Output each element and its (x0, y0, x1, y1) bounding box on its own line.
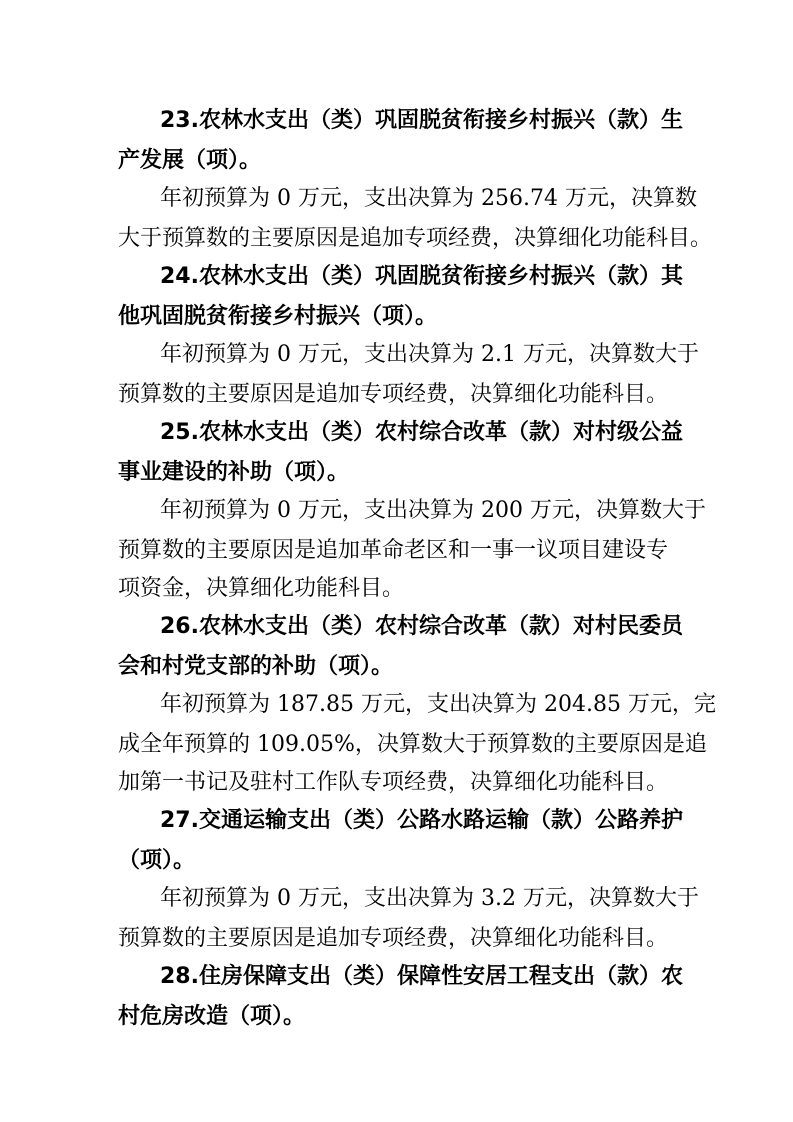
section-25-body-line-1: 年初预算为 0 万元，支出决算为 200 万元，决算数大于 (160, 498, 706, 523)
section-25-body-line-3: 项资金，决算细化功能科目。 (118, 576, 405, 601)
section-23-heading-line-2: 产发展（项）。 (118, 148, 262, 173)
section-26-body-line-1: 年初预算为 187.85 万元，支出决算为 204.85 万元，完 (160, 692, 716, 717)
section-24-body-line-1: 年初预算为 0 万元，支出决算为 2.1 万元，决算数大于 (160, 342, 699, 367)
section-24-heading-line-2: 他巩固脱贫衔接乡村振兴（项）。 (118, 304, 438, 329)
section-23-body-line-2: 大于预算数的主要原因是追加专项经费，决算细化功能科目。 (118, 226, 713, 251)
section-23-heading-line-1: 23.农林水支出（类）巩固脱贫衔接乡村振兴（款）生 (160, 108, 683, 133)
section-26-heading-line-1: 26.农林水支出（类）农村综合改革（款）对村民委员 (160, 614, 683, 639)
section-26-body-line-3: 加第一书记及驻村工作队专项经费，决算细化功能科目。 (118, 770, 669, 795)
section-28-heading-line-1: 28.住房保障支出（类）保障性安居工程支出（款）农 (160, 964, 683, 989)
section-27-body-line-1: 年初预算为 0 万元，支出决算为 3.2 万元，决算数大于 (160, 886, 699, 911)
section-27-heading-line-1: 27.交通运输支出（类）公路水路运输（款）公路养护 (160, 808, 683, 833)
section-25-body-line-2: 预算数的主要原因是追加革命老区和一事一议项目建设专 (118, 538, 669, 563)
section-28-heading-line-2: 村危房改造（项）。 (118, 1004, 306, 1029)
section-26-body-line-2: 成全年预算的 109.05%，决算数大于预算数的主要原因是追 (118, 732, 707, 757)
section-27-body-line-2: 预算数的主要原因是追加专项经费，决算细化功能科目。 (118, 926, 669, 951)
section-27-heading-line-2: （项）。 (118, 848, 196, 873)
section-24-heading-line-1: 24.农林水支出（类）巩固脱贫衔接乡村振兴（款）其 (160, 264, 683, 289)
section-25-heading-line-1: 25.农林水支出（类）农村综合改革（款）对村级公益 (160, 420, 683, 445)
section-26-heading-line-2: 会和村党支部的补助（项）。 (118, 654, 394, 679)
section-24-body-line-2: 预算数的主要原因是追加专项经费，决算细化功能科目。 (118, 382, 669, 407)
section-23-body-line-1: 年初预算为 0 万元，支出决算为 256.74 万元，决算数 (160, 186, 697, 211)
section-25-heading-line-2: 事业建设的补助（项）。 (118, 460, 350, 485)
